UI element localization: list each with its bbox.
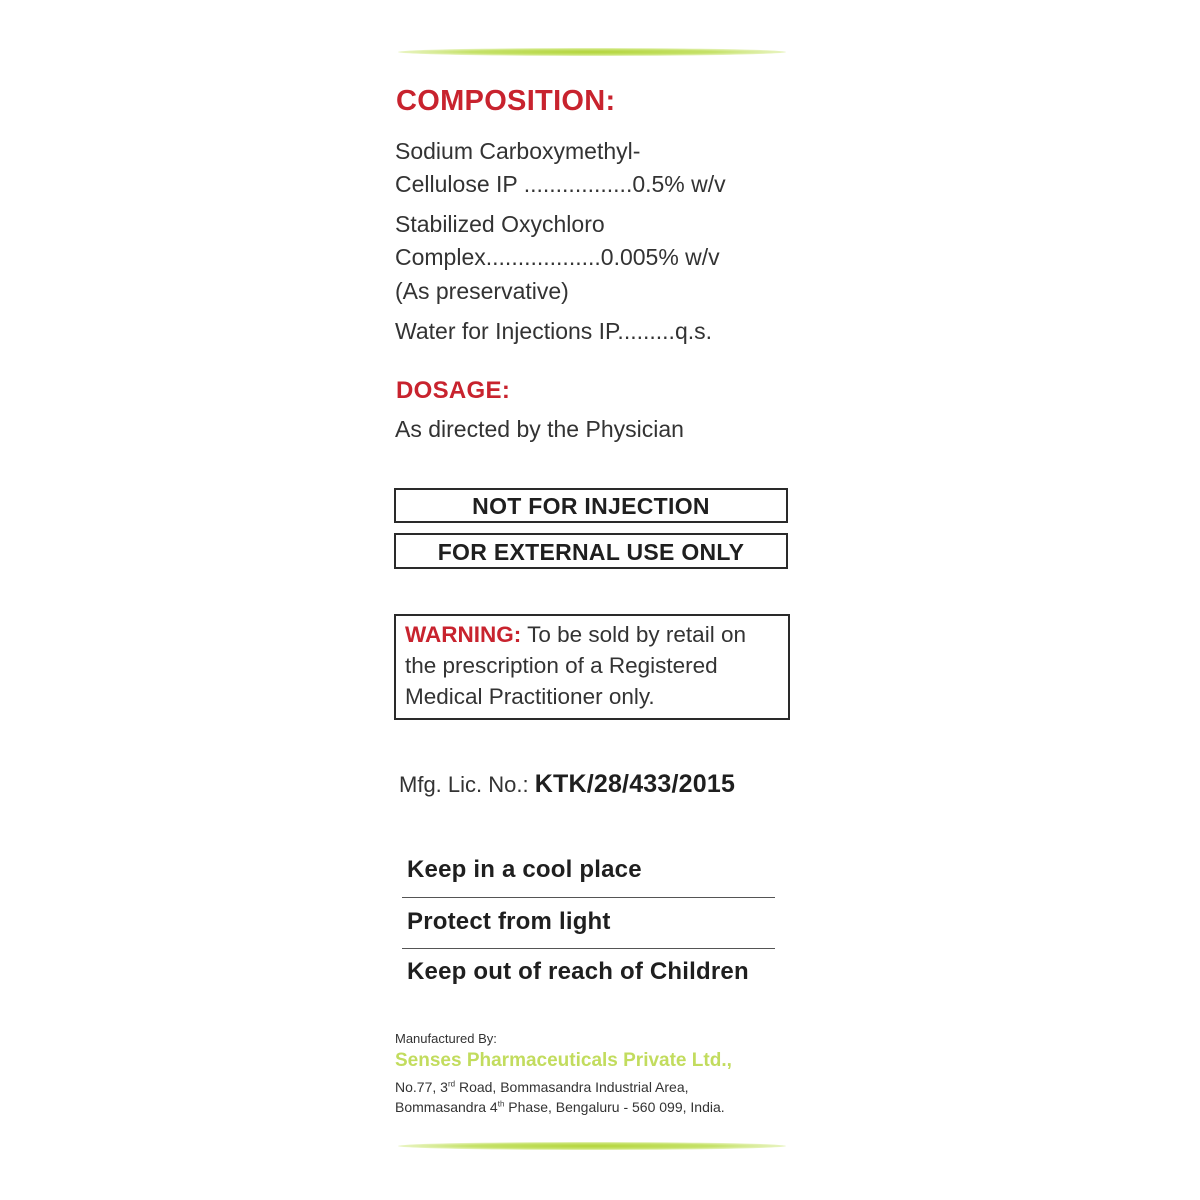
dosage-text: As directed by the Physician bbox=[395, 416, 684, 442]
manufactured-by-label: Manufactured By: bbox=[395, 1031, 497, 1046]
bottom-green-divider bbox=[398, 1142, 786, 1150]
composition-line: Complex..................0.005% w/v bbox=[395, 244, 720, 270]
manufacturer-address-line: No.77, 3rd Road, Bommasandra Industrial Area, bbox=[395, 1079, 689, 1095]
warning-box bbox=[394, 614, 790, 720]
product-label-panel bbox=[372, 30, 812, 1170]
storage-divider bbox=[402, 948, 775, 949]
warning-text: To be sold by retail on the prescription of a Registered Medical Practitioner only. bbox=[405, 622, 746, 709]
manufacturer-address-line: Bommasandra 4th Phase, Bengaluru - 560 099, India. bbox=[395, 1099, 725, 1115]
composition-heading: COMPOSITION: bbox=[396, 85, 616, 117]
manufacturer-company-name: Senses Pharmaceuticals Private Ltd., bbox=[395, 1050, 732, 1071]
top-green-divider bbox=[398, 48, 786, 56]
warning-label: WARNING: bbox=[405, 622, 522, 647]
storage-instruction: Protect from light bbox=[407, 908, 611, 935]
mfg-license-label: Mfg. Lic. No.: bbox=[399, 772, 535, 797]
mfg-license-number: KTK/28/433/2015 bbox=[534, 770, 736, 798]
composition-line: (As preservative) bbox=[395, 278, 569, 304]
storage-instruction: Keep in a cool place bbox=[407, 856, 642, 883]
mfg-license-line bbox=[399, 770, 735, 799]
composition-line: Cellulose IP .................0.5% w/v bbox=[395, 171, 726, 197]
dosage-heading: DOSAGE: bbox=[396, 377, 511, 404]
composition-line: Water for Injections IP.........q.s. bbox=[395, 318, 713, 344]
storage-divider bbox=[402, 897, 775, 898]
composition-line: Stabilized Oxychloro bbox=[395, 211, 605, 237]
not-for-injection-notice: NOT FOR INJECTION bbox=[394, 488, 788, 523]
composition-line: Sodium Carboxymethyl- bbox=[395, 138, 641, 164]
external-use-only-notice: FOR EXTERNAL USE ONLY bbox=[394, 533, 788, 569]
storage-instruction: Keep out of reach of Children bbox=[407, 958, 749, 985]
